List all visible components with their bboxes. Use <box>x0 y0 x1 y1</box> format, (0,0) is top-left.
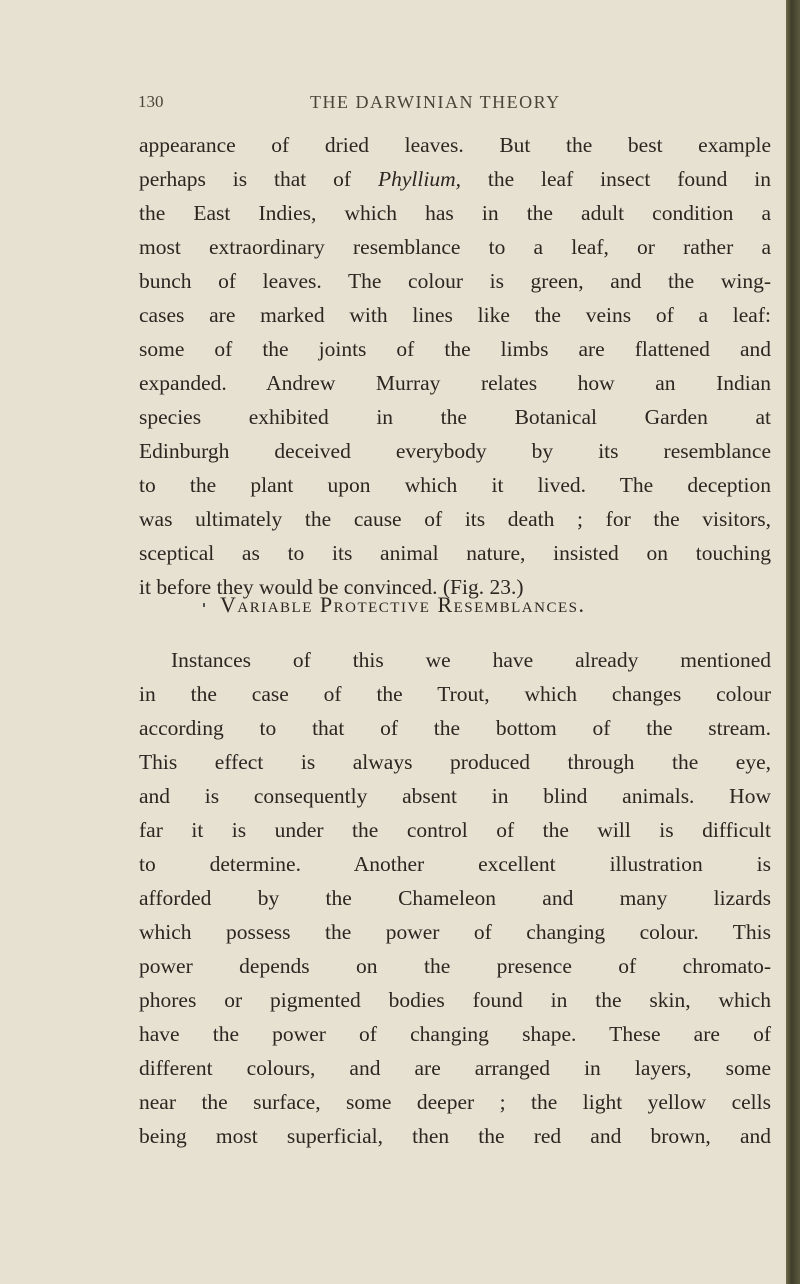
text-line: phores or pigmented bodies found in the skin, which <box>139 988 771 1012</box>
text-line: which possess the power of changing colour. This <box>139 920 771 944</box>
text-line: This effect is always produced through the eye, <box>139 750 771 774</box>
text-line: near the surface, some deeper ; the light yellow cells <box>139 1090 771 1114</box>
text-line: being most superficial, then the red and brown, and <box>139 1124 771 1148</box>
text-line: and is consequently absent in blind animals. How <box>139 784 771 808</box>
text-line: far it is under the control of the will is difficult <box>139 818 771 842</box>
text-line: bunch of leaves. The colour is green, and the wing- <box>139 269 771 293</box>
paragraph-2 <box>139 643 771 1153</box>
text-line: the East Indies, which has in the adult condition a <box>139 201 771 225</box>
section-heading: Variable Protective Resemblances. <box>220 592 586 617</box>
text-line: to determine. Another excellent illustration is <box>139 852 771 876</box>
text-line: sceptical as to its animal nature, insisted on touching <box>139 541 771 565</box>
text-line: afforded by the Chameleon and many lizards <box>139 886 771 910</box>
text-line: have the power of changing shape. These are of <box>139 1022 771 1046</box>
page-number: 130 <box>138 92 164 111</box>
text-line: different colours, and are arranged in layers, some <box>139 1056 771 1080</box>
text-line: to the plant upon which it lived. The deception <box>139 473 771 497</box>
print-mark <box>203 603 205 607</box>
running-title: THE DARWINIAN THEORY <box>310 92 561 112</box>
book-edge <box>786 0 800 1284</box>
text-line: according to that of the bottom of the stream. <box>139 716 771 740</box>
paragraph-1 <box>139 128 771 604</box>
text-line: Edinburgh deceived everybody by its resemblance <box>139 439 771 463</box>
text-line: most extraordinary resemblance to a leaf, or rather a <box>139 235 771 259</box>
text-line: it before they would be convinced. (Fig. 23.) <box>139 575 524 599</box>
text-line: perhaps is that of Phyllium, the leaf insect found in <box>139 167 771 191</box>
text-line: some of the joints of the limbs are flattened and <box>139 337 771 361</box>
genus-name: Phyllium, <box>377 167 461 191</box>
text-line: cases are marked with lines like the veins of a leaf: <box>139 303 771 327</box>
text-line: appearance of dried leaves. But the best example <box>139 133 771 157</box>
text-line: in the case of the Trout, which changes colour <box>139 682 771 706</box>
text-line: Instances of this we have already mentioned <box>171 648 771 672</box>
text-line: expanded. Andrew Murray relates how an Indian <box>139 371 771 395</box>
text-line: power depends on the presence of chromato- <box>139 954 771 978</box>
running-head <box>138 92 778 122</box>
text-line: species exhibited in the Botanical Garden at <box>139 405 771 429</box>
text-line: was ultimately the cause of its death ; for the visitors, <box>139 507 771 531</box>
